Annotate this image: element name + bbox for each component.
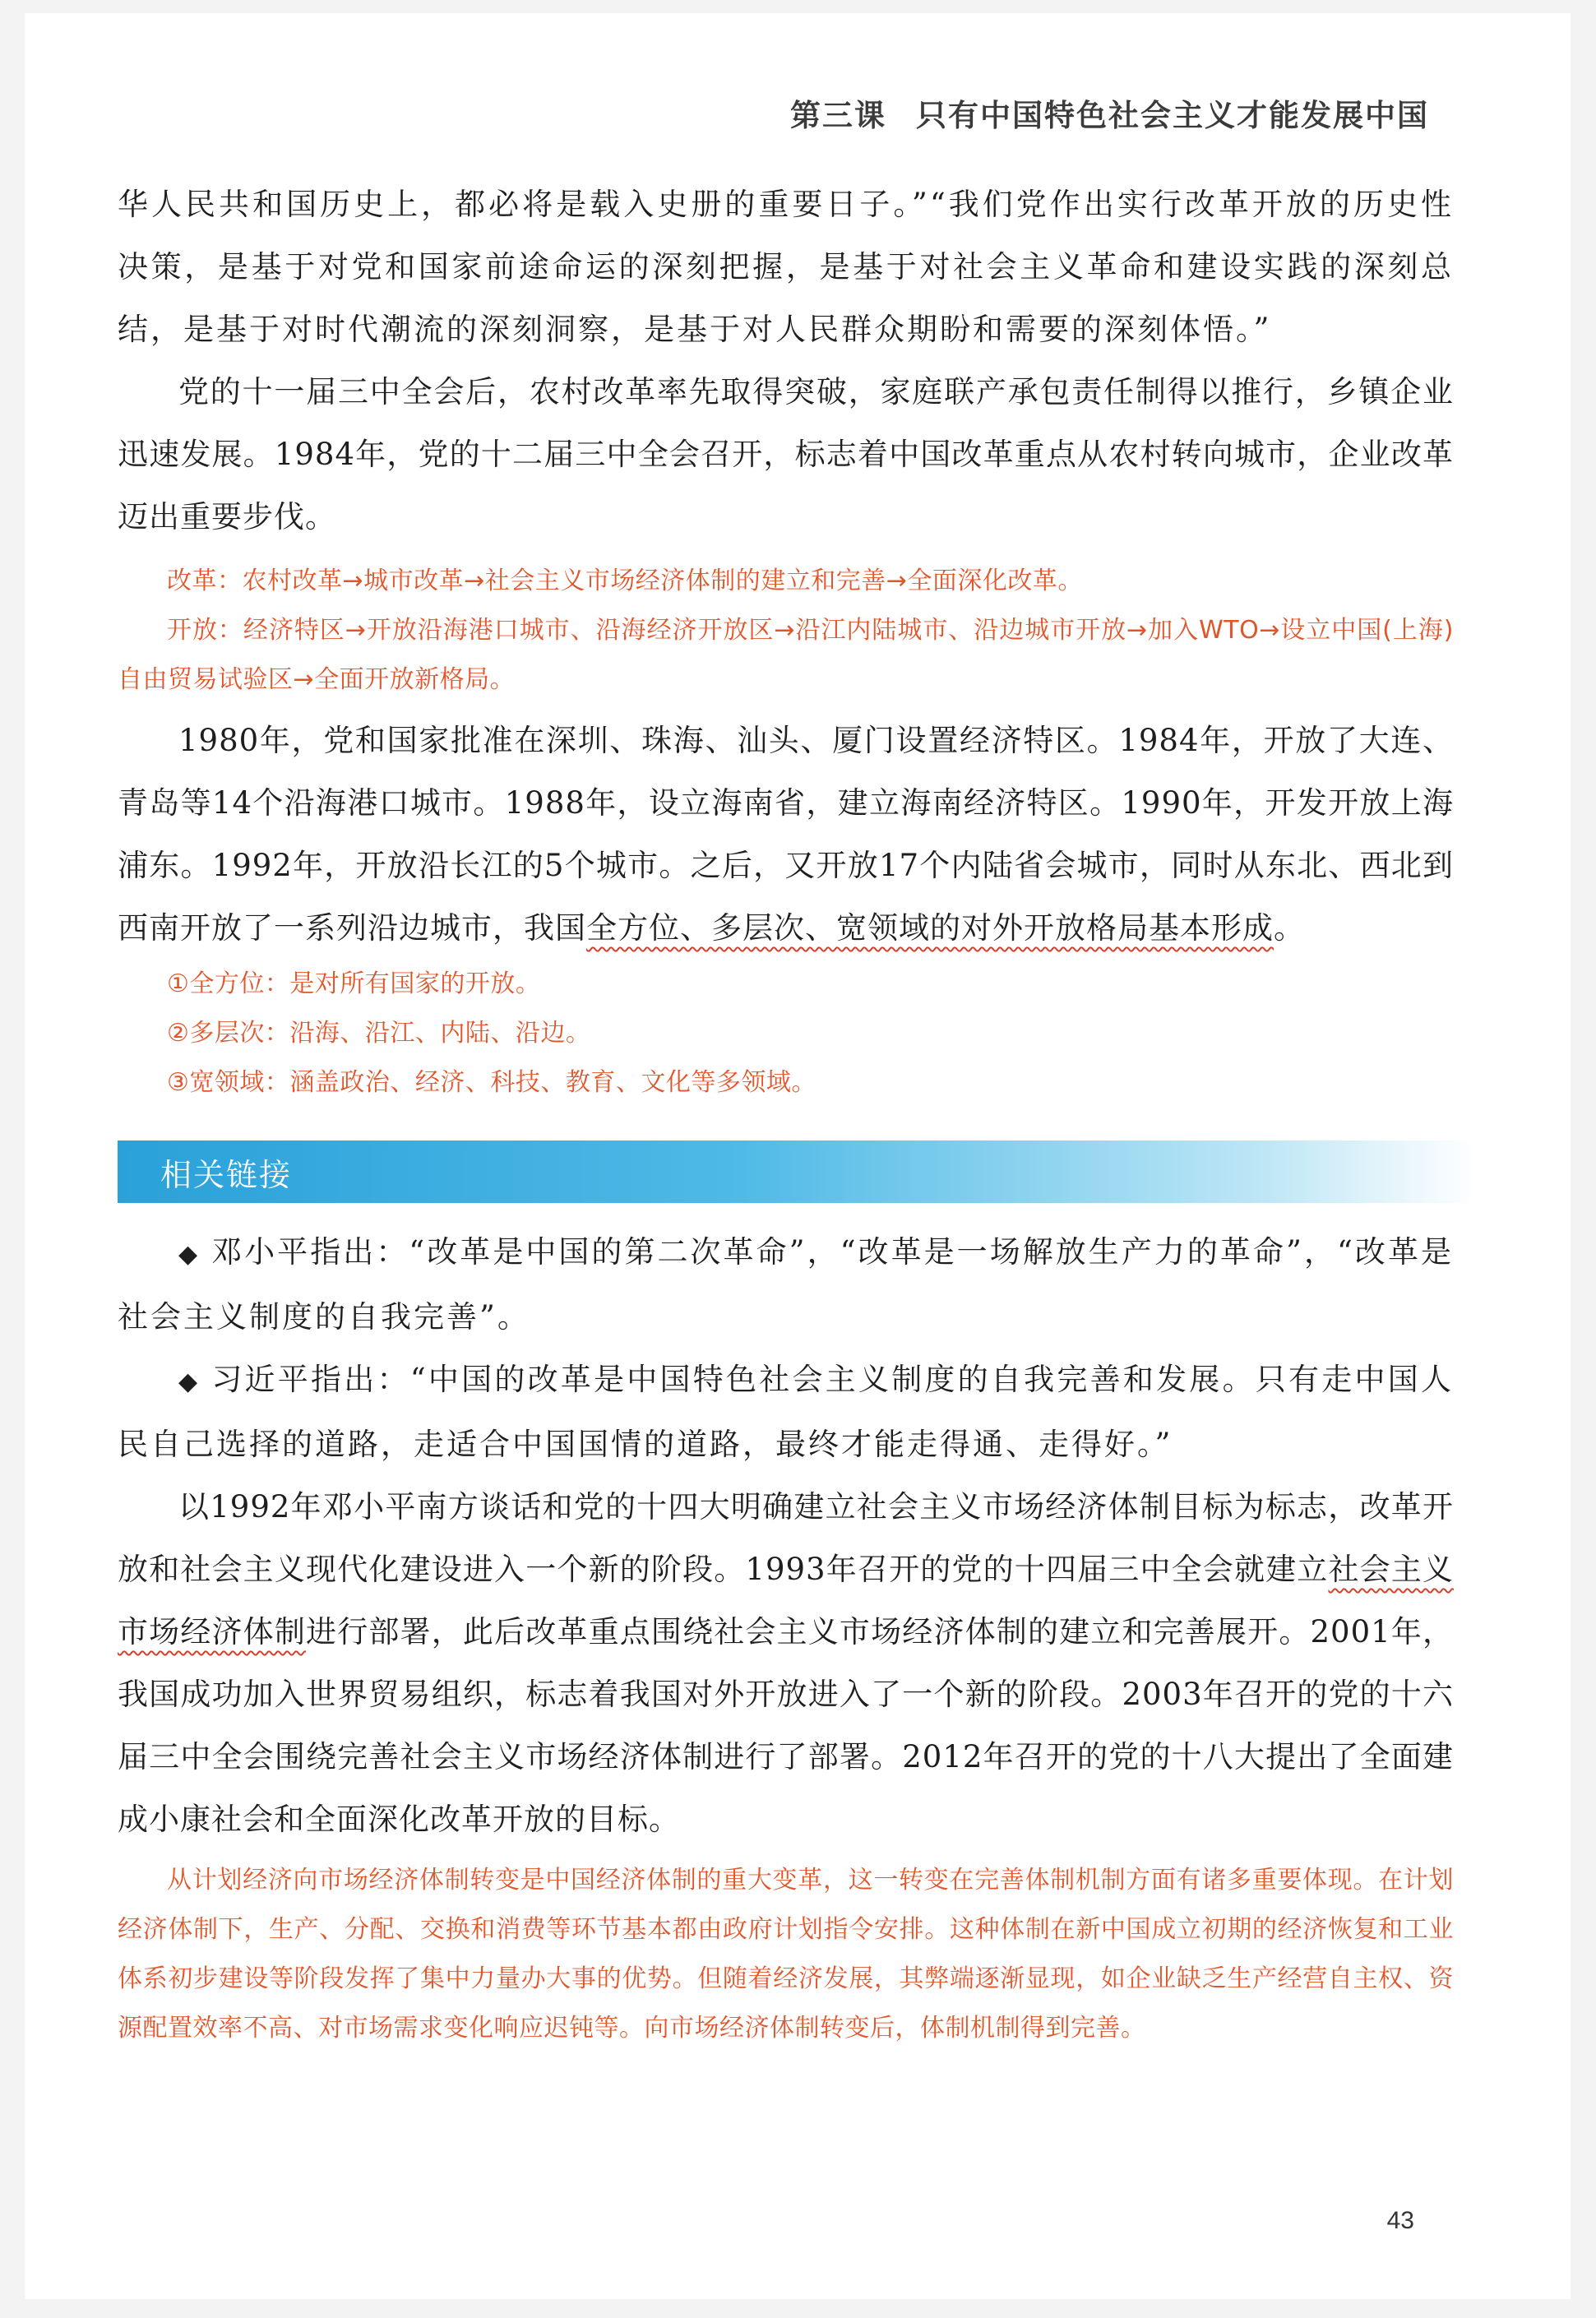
related-quote-xi-text: 习近平指出：“中国的改革是中国特色社会主义制度的自我完善和发展。只有走中国人民自己选择的道路，走适合中国国情的道路，最终才能走得通、走得好。” — [118, 1362, 1454, 1462]
related-links-banner — [118, 1140, 1474, 1203]
lesson-title: 只有中国特色社会主义才能发展中国 — [916, 98, 1429, 133]
paragraph-rural-reform: 党的十一届三中全会后，农村改革率先取得突破，家庭联产承包责任制得以推行，乡镇企业迅速发展。1984年，党的十二届三中全会召开，标志着中国改革重点从农村转向城市，企业改革迈出重要步伐。 — [118, 374, 1454, 534]
annotation-item-2: ②多层次：沿海、沿江、内陆、沿边。 — [167, 1019, 591, 1048]
related-quote-deng — [118, 1221, 1454, 1349]
highlight-opening-pattern: 全方位、多层次、宽领域的对外开放格局基本形成 — [586, 910, 1274, 946]
paragraph-opening-up-text: 1980年，党和国家批准在深圳、珠海、汕头、厦门设置经济特区。1984年，开放了大连、青岛等14个沿海港口城市。1988年，设立海南省，建立海南经济特区。1990年，开发开放上海浦东。1992年，开放沿长江的5个城市。之后，又开放17个内陆省会城市，同时从东北、西北到西南开放了一系列沿边城市，我国 — [118, 723, 1454, 946]
paragraph-market-economy — [118, 1476, 1454, 1851]
related-links-title: 相关链接 — [160, 1156, 293, 1193]
paragraph-opening-up-end: 。 — [1274, 910, 1305, 946]
annotation-economy-transition: 从计划经济向市场经济体制转变是中国经济体制的重大变革，这一转变在完善体制机制方面有诸多重要体现。在计划经济体制下，生产、分配、交换和消费等环节基本都由政府计划指令安排。这种体制在新中国成立初期的经济恢复和工业体系初步建设等阶段发挥了集中力量办大事的优势。但随着经济发展，其弊端逐渐显现，如企业缺乏生产经营自主权、资源配置效率不高、对市场需求变化响应迟钝等。向市场经济体制转变后，体制机制得到完善。 — [118, 1866, 1454, 2043]
page-content — [118, 174, 1454, 2053]
page-number: 43 — [1386, 2207, 1414, 2234]
annotation-item-1: ①全方位：是对所有国家的开放。 — [167, 969, 541, 998]
paragraph-opening-up — [118, 710, 1454, 960]
highlight-market-economy: 社会主义市场经济体制 — [118, 1552, 1454, 1649]
lesson-number: 第三课 — [790, 98, 886, 133]
related-quote-deng-text: 邓小平指出：“改革是中国的第二次革命”，“改革是一场解放生产力的革命”，“改革是社会主义制度的自我完善”。 — [118, 1234, 1454, 1335]
annotation-reform: 改革：农村改革→城市改革→社会主义市场经济体制的建立和完善→全面深化改革。 — [167, 567, 1083, 595]
paragraph-quote-continuation: 华人民共和国历史上，都必将是载入史册的重要日子。”“我们党作出实行改革开放的历史性决策，是基于对党和国家前途命运的深刻把握，是基于对社会主义革命和建设实践的深刻总结，是基于对时代潮流的深刻洞察，是基于对人民群众期盼和需要的深刻体悟。” — [118, 187, 1454, 347]
related-quote-xi — [118, 1349, 1454, 1476]
diamond-bullet-icon: ◆ — [178, 1240, 201, 1269]
paragraph-market-economy-end: 进行部署，此后改革重点围绕社会主义市场经济体制的建立和完善展开。2001年，我国成功加入世界贸易组织，标志着我国对外开放进入了一个新的阶段。2003年召开的党的十六届三中全会围绕完善社会主义市场经济体制进行了部署。2012年召开的党的十八大提出了全面建成小康社会和全面深化改革开放的目标。 — [118, 1614, 1454, 1837]
annotation-item-3: ③宽领域：涵盖政治、经济、科技、教育、文化等多领域。 — [167, 1068, 817, 1097]
textbook-page — [25, 13, 1571, 2299]
annotation-opening: 开放：经济特区→开放沿海港口城市、沿海经济开放区→沿江内陆城市、沿边城市开放→加入WTO→设立中国(上海)自由贸易试验区→全面开放新格局。 — [118, 616, 1454, 694]
running-header — [790, 90, 1429, 135]
diamond-bullet-icon: ◆ — [178, 1367, 201, 1396]
paragraph-market-economy-text: 以1992年邓小平南方谈话和党的十四大明确建立社会主义市场经济体制目标为标志，改革开放和社会主义现代化建设进入一个新的阶段。1993年召开的党的十四届三中全会就建立 — [118, 1489, 1454, 1587]
